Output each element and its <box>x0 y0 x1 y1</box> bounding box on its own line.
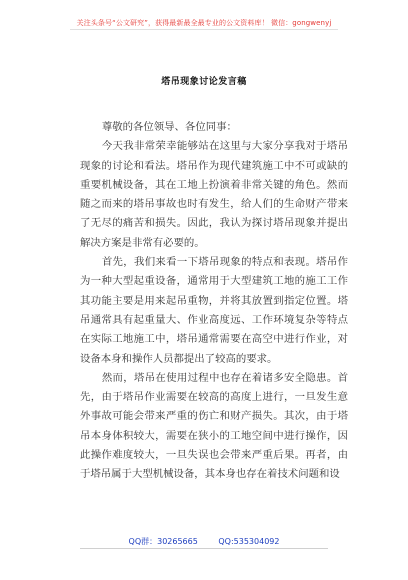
footer-contact <box>0 536 408 547</box>
paragraph: 首先，我们来看一下塔吊现象的特点和表现。塔吊作为一种大型起重设备，通常用于大型建筑工地的施工工作其功能主要是用来起吊重物，并将其放置到指定位置。塔吊通常具有起重量大、作业高度远、工作环境复杂等特点在实际工地施工中，塔吊通常需要在高空中进行作业，对设备本身和操作人员都提出了较高的要求。 <box>80 256 348 365</box>
paragraph: 今天我非常荣幸能够站在这里与大家分享我对于塔吊现象的讨论和看法。塔吊作为现代建筑施工中不可或缺的重要机械设备，其在工地上扮演着非常关键的角色。然而随之而来的塔吊事故也时有发生，给人们的生命财产带来了无尽的痛苦和损失。因此，我认为探讨塔吊现象并提出解决方案是非常有必要的。 <box>80 140 348 249</box>
qq-text: QQ:535304092 <box>218 537 280 546</box>
document-title: 塔吊现象讨论发言稿 <box>161 77 247 87</box>
qq-group-text: QQ群：30265665 <box>128 537 198 546</box>
footer-divider <box>80 548 328 549</box>
header-divider <box>70 29 338 30</box>
document-body <box>80 118 348 485</box>
paragraph: 然而，塔吊在使用过程中也存在着诸多安全隐患。首先，由于塔吊作业需要在较高的高度上进行，一旦发生意外事故可能会带来严重的伤亡和财产损失。其次，由于塔吊本身体积较大，需要在狭小的工地空间中进行操作，因此操作难度较大，一旦失误也会带来严重后果。再者，由于塔吊属于大型机械设备，其本身也存在着技术问题和设 <box>80 371 348 481</box>
header-banner: 关注头条号“公文研究”，获得最新最全最专业的公文资料库！ 微信：gongwenyj <box>76 19 332 27</box>
paragraph: 尊敬的各位领导、各位同事： <box>101 121 237 133</box>
